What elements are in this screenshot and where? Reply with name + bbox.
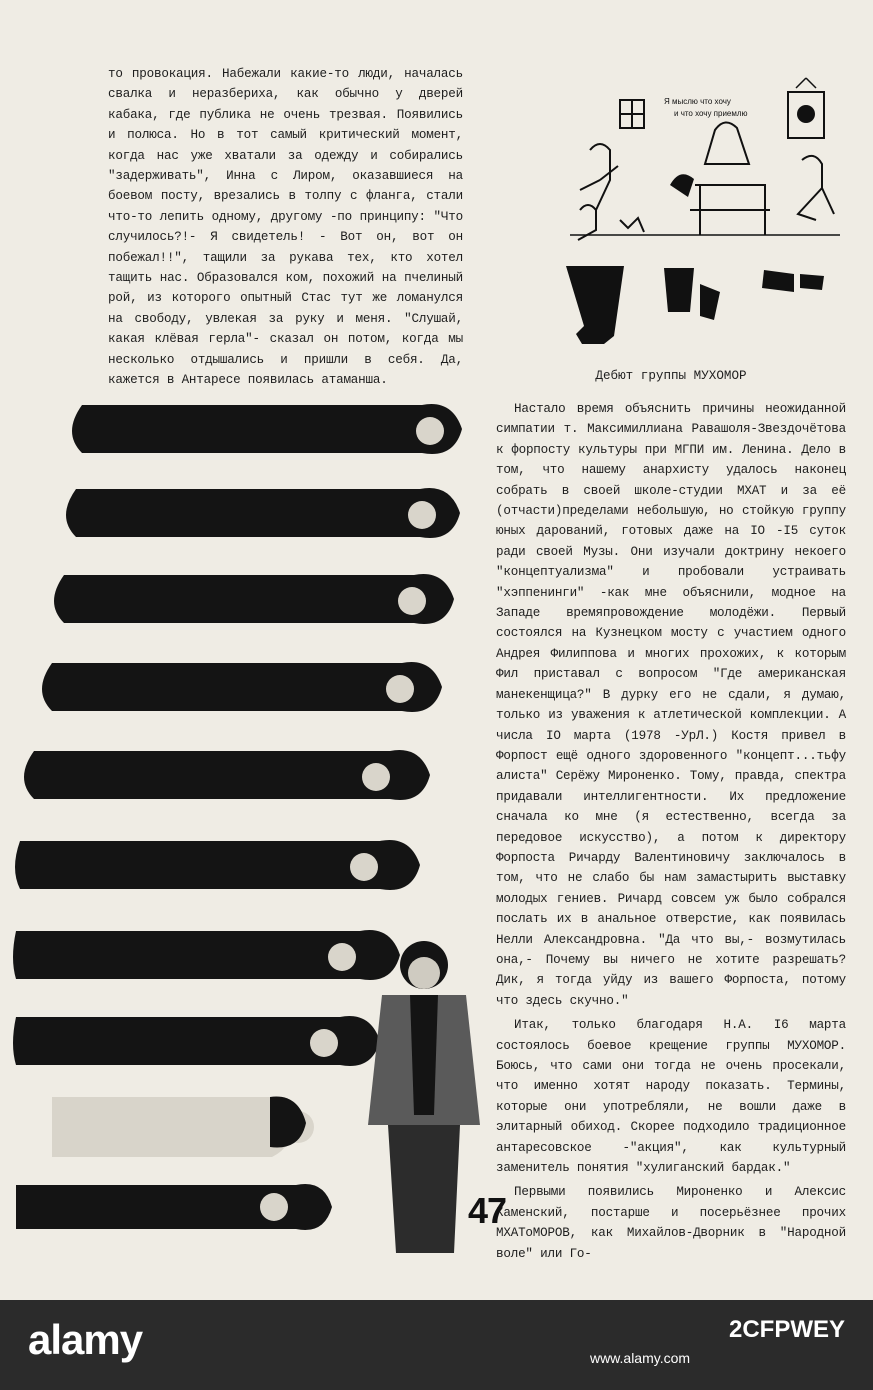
group-photo-militia (12, 385, 482, 1263)
cartoon-figures (578, 144, 618, 240)
left-paragraph-1: то провокация. Набежали какие-то люди, началась свалка и неразбериха, как обычно у дверей кабака, где публика не очень трезвая. Появились и полюса. Но в тот самый критический момент, когда нас уже хватали за одежду и собирались "задерживать", Инна с Лиром, оказавшиеся на боевом посту, врезались в толпу с фланга, стали что-то лепить одному, другому -по принципу: "Что случилось?!- Я свидетель! - Вот он, вот он побежал!!", тащили за рукава тех, кто хотел тащить нас. Образовался ком, похожий на пчелиный рой, из которого опытный Стас тут же ломанулся на свободу, увлекая за руку и меня. "Слушай, какая клёвая герла"- сказал он потом, когда мы несколько отдышались и пришли в себя. Да, кажется в Антаресе появилась атаманша. (108, 67, 463, 388)
left-text-column (108, 64, 463, 391)
right-paragraph-3: Первыми появились Мироненко и Алексис Каменский, постарше и посерьёзнее прочих МХАТоМОРОВ, как Михайлов-Дворник в "Народной воле" или Го- (496, 1185, 846, 1261)
watermark-logo: alamy (28, 1316, 143, 1363)
cartoon-trousers (566, 266, 624, 344)
right-paragraph-2: Итак, только благодаря Н.А. I6 марта состоялось боевое крещение группы МУХОМОР. Боюсь, что сами они тогда не очень просекали, что именно хотят народу показать. Термины, которые они употребляли, не вошли даже в элитарный обиход. Скорее подходило традиционное антаресовское -"акция", как культурный заменитель понятия "хулиганский бардак." (496, 1018, 846, 1176)
watermark-image-id: 2CFPWEY (728, 1316, 845, 1343)
page-number: 47 (468, 1190, 507, 1231)
right-paragraph-1: Настало время объяснить причины неожиданной симпатии т. Максимиллиана Равашоля-Звездочётова к форпосту культуры при МГПИ им. Ленина. Дело в том, что нашему анархисту удалось наконец собрать в своей школе-студии МХАТ и за её (отчасти)пределами небольшую, но стойкую группу юных дарований, готовых даже на IO -I5 суток ради своей Музы. Они изучали доктрину некоего "концептуализма" и пробовали устраивать "хэппенинги" -как мне объяснили, модное на Западе времяпровождение молодёжи. Первый состоялся на Кузнецком мосту с участием одного Андрея Филиппова и многих прохожих, к которым Фил приставал с вопросом "Где американская манекенщица?" В дурку его не сдали, я думаю, только из уважения к атлетической комплекции. А числа IO марта (1978 -УрЛ.) Костя привел в Форпост ещё одного здоровенного "концепт...тьфу алиста" Серёжу Мироненко. Тому, правда, спектра придавали интеллигентности. Их предложение сначала ко мне (я естественно, всегда за передовое искусство), а потом к директору Форпоста Ричарду Валентиновичу заключалось в том, что не слабо бы нам замастырить выставку молодых гениев. Ричард совсем уж было собрался послать их в анальное отверстие, как появилась Нелли Александровна. "Да что вы,- возмутилась она,- Почему вы ничего не хотите разрешать? Дик, я тогда уйду из вашего Форпоста, потому что здесь скучно." (496, 402, 846, 1008)
civilian-light-coat (52, 1097, 292, 1157)
cartoon-caption: Дебют группы МУХОМОР (595, 369, 747, 383)
cartoon-speech-line-1: Я мыслю что хочу (664, 97, 731, 106)
standing-young-man (368, 941, 480, 1253)
cartoon-speech-line-2: и что хочу приемлю (674, 109, 748, 118)
right-text-column (496, 399, 846, 1264)
watermark-url: www.alamy.com (589, 1350, 691, 1366)
cartoon-illustration (540, 70, 850, 370)
